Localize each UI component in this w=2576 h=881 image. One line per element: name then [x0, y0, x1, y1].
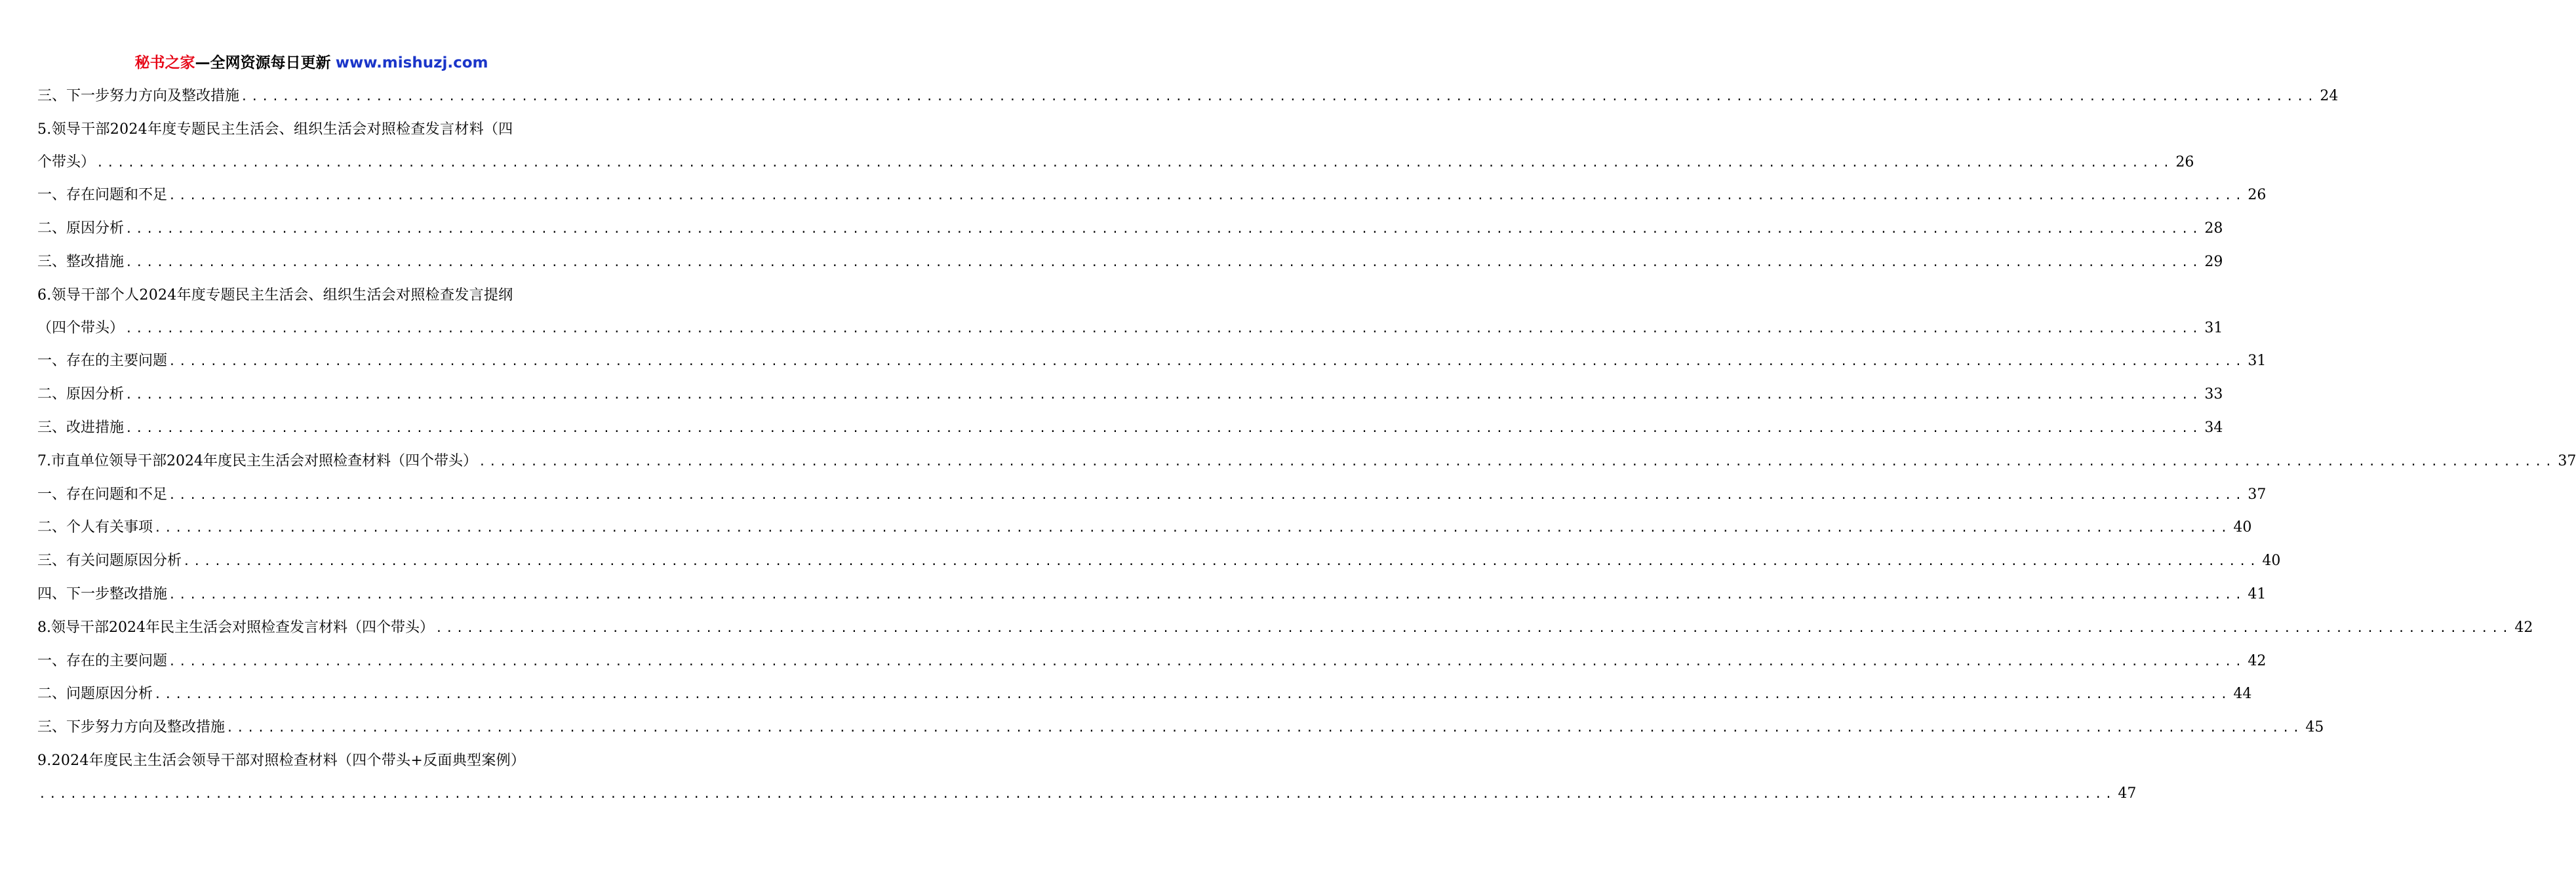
toc-dot-leader: ........................................................................................................................................................................................................	[154, 688, 2231, 702]
toc-entry[interactable]	[37, 777, 2137, 811]
toc-dot-leader: ........................................................................................................................................................................................................	[241, 90, 2318, 104]
toc-entry-title: 一、存在的主要问题	[37, 353, 168, 370]
toc-page-number: 42	[2514, 619, 2533, 636]
toc-page-number: 47	[2118, 785, 2137, 802]
site-slogan: —全网资源每日更新	[195, 54, 331, 71]
toc-entry-title: 一、存在问题和不足	[37, 486, 168, 503]
toc-entry[interactable]	[37, 445, 2576, 479]
toc-entry[interactable]	[37, 479, 2267, 512]
toc-dot-leader: ........................................................................................................................................................................................................	[168, 488, 2246, 502]
toc-page-number: 28	[2204, 220, 2223, 237]
toc-page-number: 41	[2248, 585, 2267, 602]
toc-page-number: 40	[2262, 553, 2281, 570]
toc-entry-title: 一、存在问题和不足	[37, 187, 168, 204]
toc-entry[interactable]	[37, 146, 2194, 180]
toc-entry[interactable]	[37, 511, 2252, 545]
toc-entry[interactable]	[37, 745, 585, 777]
toc-entry-title: 一、存在的主要问题	[37, 652, 168, 669]
toc-dot-leader: ........................................................................................................................................................................................................	[96, 155, 2173, 170]
toc-dot-leader: ........................................................................................................................................................................................................	[226, 721, 2303, 735]
toc-dot-leader: ........................................................................................................................................................................................................	[168, 355, 2246, 369]
toc-dot-leader: ........................................................................................................................................................................................................	[478, 454, 2556, 469]
toc-page-number: 26	[2175, 153, 2194, 170]
toc-page-number: 44	[2233, 686, 2252, 703]
toc-page-number: 37	[2558, 452, 2576, 469]
toc-dot-leader: ........................................................................................................................................................................................................	[125, 222, 2202, 237]
toc-entry[interactable]	[37, 645, 2267, 678]
toc-dot-leader: ........................................................................................................................................................................................................	[168, 654, 2246, 669]
toc-entry[interactable]	[37, 345, 2267, 378]
toc-entry-title: 三、下一步努力方向及整改措施	[37, 88, 240, 104]
toc-entry[interactable]	[37, 246, 2223, 279]
toc-dot-leader: ........................................................................................................................................................................................................	[154, 521, 2231, 536]
toc-entry[interactable]	[37, 378, 2223, 412]
toc-entry-title: 6.领导干部个人2024年度专题民主生活会、组织生活会对照检查发言提纲	[37, 286, 513, 303]
toc-entry-title: 三、改进措施	[37, 419, 125, 436]
toc-page-number: 31	[2248, 353, 2267, 370]
toc-entry-title: 个带头）	[37, 153, 96, 170]
toc-page-number: 37	[2248, 486, 2267, 503]
toc-entry-title: 二、原因分析	[37, 386, 125, 403]
toc-dot-leader: ........................................................................................................................................................................................................	[39, 787, 2116, 801]
toc-dot-leader: ........................................................................................................................................................................................................	[125, 388, 2202, 402]
toc-entry[interactable]	[37, 711, 2324, 745]
toc-dot-leader: ........................................................................................................................................................................................................	[183, 555, 2260, 569]
toc-entry[interactable]	[37, 212, 2223, 246]
toc-page-number: 29	[2204, 253, 2223, 270]
site-brand: 秘书之家	[134, 54, 195, 71]
toc-entry[interactable]	[37, 113, 585, 146]
toc-page-number: 31	[2204, 319, 2223, 336]
toc-page-number: 33	[2204, 386, 2223, 403]
toc-dot-leader: ........................................................................................................................................................................................................	[435, 621, 2512, 635]
toc-dot-leader: ........................................................................................................................................................................................................	[125, 255, 2202, 269]
site-url-link[interactable]: www.mishuzj.com	[335, 54, 488, 71]
toc-page-number: 45	[2305, 719, 2324, 736]
toc-entry-title: 8.领导干部2024年民主生活会对照检查发言材料（四个带头）	[37, 619, 434, 636]
toc-entry[interactable]	[37, 545, 2281, 578]
toc-page-number: 24	[2320, 88, 2339, 104]
toc-dot-leader: ........................................................................................................................................................................................................	[168, 189, 2246, 203]
toc-entry-title: （四个带头）	[37, 319, 125, 336]
toc-page-number: 34	[2204, 419, 2223, 436]
toc-entry[interactable]	[37, 312, 2223, 345]
toc-entry[interactable]	[37, 678, 2252, 711]
toc-page-number: 42	[2248, 652, 2267, 669]
toc-entry-title: 9.2024年度民主生活会领导干部对照检查材料（四个带头+反面典型案例）	[37, 752, 526, 769]
toc-entry-title: 二、原因分析	[37, 220, 125, 237]
table-of-contents	[37, 80, 2576, 811]
toc-entry[interactable]	[37, 412, 2223, 445]
toc-page-number: 40	[2233, 519, 2252, 536]
toc-entry[interactable]	[37, 279, 585, 312]
toc-entry-title: 三、下步努力方向及整改措施	[37, 719, 226, 736]
site-header	[0, 52, 623, 73]
toc-entry-title: 四、下一步整改措施	[37, 585, 168, 602]
toc-dot-leader: ........................................................................................................................................................................................................	[168, 587, 2246, 602]
toc-entry[interactable]	[37, 612, 2533, 645]
toc-entry-title: 三、有关问题原因分析	[37, 553, 182, 570]
toc-entry-title: 5.领导干部2024年度专题民主生活会、组织生活会对照检查发言材料（四	[37, 121, 513, 138]
toc-entry-title: 7.市直单位领导干部2024年度民主生活会对照检查材料（四个带头）	[37, 452, 477, 469]
toc-entry-title: 三、整改措施	[37, 253, 125, 270]
toc-entry[interactable]	[37, 179, 2267, 212]
toc-entry-title: 二、问题原因分析	[37, 686, 153, 703]
toc-entry[interactable]	[37, 578, 2267, 612]
toc-entry[interactable]	[37, 80, 2339, 113]
toc-dot-leader: ........................................................................................................................................................................................................	[125, 421, 2202, 435]
toc-dot-leader: ........................................................................................................................................................................................................	[125, 321, 2202, 336]
toc-page-number: 26	[2248, 187, 2267, 204]
toc-entry-title: 二、个人有关事项	[37, 519, 153, 536]
